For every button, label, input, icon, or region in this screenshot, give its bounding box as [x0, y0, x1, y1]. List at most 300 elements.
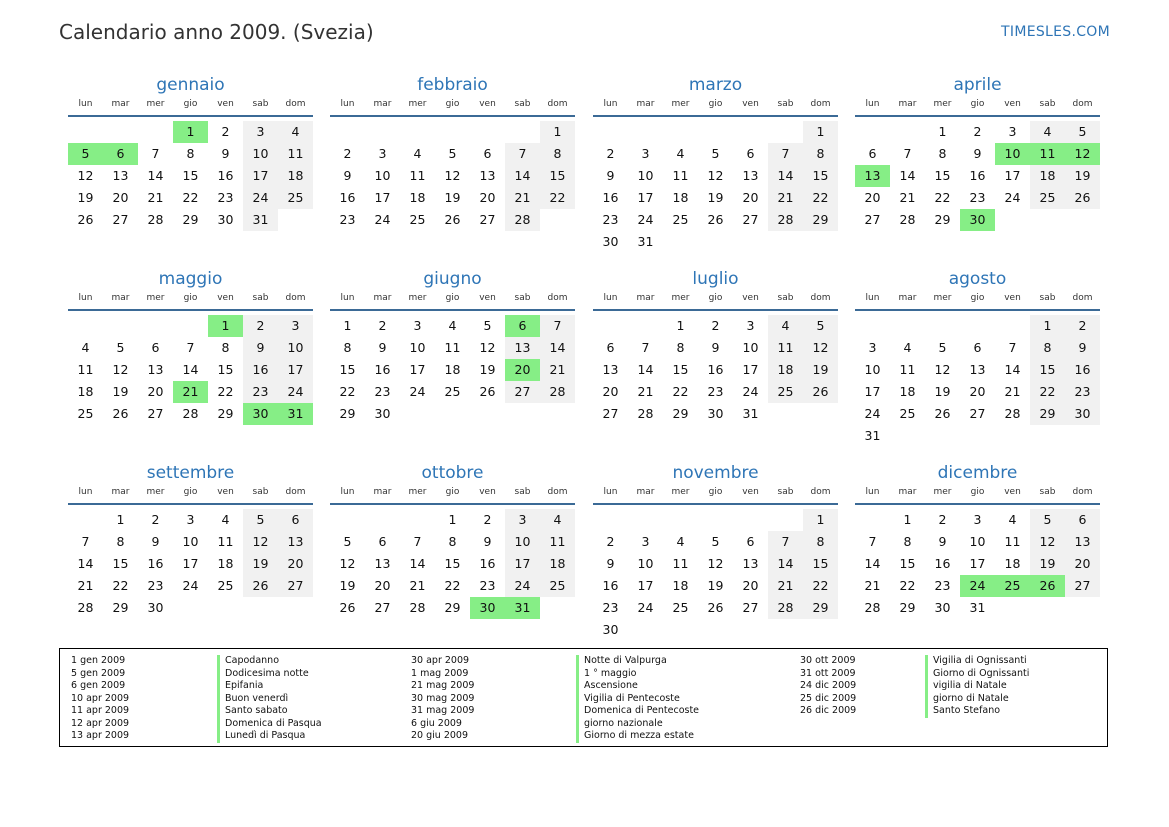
day-cell: 12: [339, 556, 356, 571]
day-cell: 12: [934, 362, 951, 377]
day-cell: 1: [116, 512, 125, 527]
day-cell: 22: [182, 190, 199, 205]
day-cell: 24: [182, 578, 199, 593]
empty-cell: [593, 509, 628, 531]
day-cell: 14: [637, 362, 654, 377]
empty-cell: [330, 121, 365, 143]
header-divider: [330, 115, 575, 117]
day-cell: 2: [243, 315, 278, 337]
day-cell: 22: [934, 190, 951, 205]
month-name: dicembre: [937, 463, 1018, 483]
month-gennaio: [68, 74, 313, 231]
weekday-label: gio: [708, 99, 723, 109]
empty-cell: [768, 509, 803, 531]
day-cell: 16: [374, 362, 391, 377]
day-cell: 11: [77, 362, 94, 377]
day-cell: 15: [899, 556, 916, 571]
day-cell: 29: [934, 212, 951, 227]
holiday-day-cell: 1: [208, 315, 243, 337]
header-divider: [593, 115, 838, 117]
day-cell: 17: [409, 362, 426, 377]
day-cell: 17: [182, 556, 199, 571]
day-cell: 28: [864, 600, 881, 615]
holiday-day-cell: 12: [1065, 143, 1100, 165]
day-cell: 19: [112, 384, 129, 399]
day-cell: 4: [221, 512, 230, 527]
weekday-header: [330, 98, 575, 111]
day-cell: 9: [606, 168, 615, 183]
day-cell: 1: [343, 318, 352, 333]
weekday-label: mar: [373, 487, 392, 497]
day-cell: 10: [505, 531, 540, 553]
day-cell: 18: [672, 578, 689, 593]
day-cell: 4: [903, 340, 912, 355]
day-cell: 14: [409, 556, 426, 571]
day-cell: 19: [77, 190, 94, 205]
weekday-label: dom: [810, 487, 831, 497]
day-cell: 31: [864, 428, 881, 443]
day-cell: 8: [448, 534, 457, 549]
weekday-label: lun: [340, 487, 355, 497]
day-grid: [593, 315, 838, 425]
day-cell: 8: [540, 143, 575, 165]
day-cell: 13: [742, 556, 759, 571]
weekday-label: gio: [970, 99, 985, 109]
day-cell: 22: [899, 578, 916, 593]
legend-date: 5 gen 2009: [71, 667, 126, 679]
page-title: Calendario anno 2009. (Svezia): [59, 20, 374, 44]
weekday-label: ven: [742, 99, 759, 109]
day-cell: 6: [746, 146, 755, 161]
day-cell: 21: [899, 190, 916, 205]
day-cell: 15: [803, 165, 838, 187]
legend-holiday-name: giorno nazionale: [584, 717, 663, 729]
day-cell: 17: [637, 190, 654, 205]
day-cell: 27: [1065, 575, 1100, 597]
day-cell: 20: [374, 578, 391, 593]
day-cell: 11: [217, 534, 234, 549]
day-cell: 23: [479, 578, 496, 593]
day-cell: 23: [969, 190, 986, 205]
day-cell: 1: [1030, 315, 1065, 337]
day-cell: 20: [1065, 553, 1100, 575]
day-cell: 9: [938, 534, 947, 549]
day-cell: 2: [1065, 315, 1100, 337]
day-cell: 28: [540, 381, 575, 403]
day-cell: 7: [81, 534, 90, 549]
weekday-label: mer: [671, 293, 690, 303]
day-cell: 21: [77, 578, 94, 593]
empty-cell: [173, 315, 208, 337]
weekday-label: ven: [479, 487, 496, 497]
day-cell: 3: [243, 121, 278, 143]
day-cell: 20: [742, 578, 759, 593]
day-cell: 1: [903, 512, 912, 527]
day-cell: 17: [637, 578, 654, 593]
weekday-label: mer: [933, 99, 952, 109]
day-cell: 26: [444, 212, 461, 227]
day-cell: 19: [1030, 553, 1065, 575]
weekday-label: ven: [1004, 293, 1021, 303]
day-cell: 25: [768, 381, 803, 403]
header-divider: [330, 503, 575, 505]
weekday-header: [855, 292, 1100, 305]
weekday-label: mar: [898, 487, 917, 497]
day-cell: 15: [217, 362, 234, 377]
day-cell: 18: [217, 556, 234, 571]
day-cell: 26: [339, 600, 356, 615]
empty-cell: [890, 121, 925, 143]
legend-date: 31 ott 2009: [800, 667, 856, 679]
empty-cell: [103, 315, 138, 337]
day-cell: 14: [768, 553, 803, 575]
day-cell: 5: [343, 534, 352, 549]
day-cell: 30: [602, 234, 619, 249]
month-febbraio: [330, 74, 575, 231]
day-cell: 21: [768, 187, 803, 209]
day-cell: 22: [217, 384, 234, 399]
day-cell: 2: [483, 512, 492, 527]
weekday-header: [330, 486, 575, 499]
legend-dates-col-2: [411, 655, 474, 743]
weekday-label: dom: [285, 487, 306, 497]
day-cell: 10: [374, 168, 391, 183]
day-cell: 25: [77, 406, 94, 421]
day-cell: 26: [707, 212, 724, 227]
legend-date: 1 gen 2009: [71, 655, 126, 666]
month-aprile: [855, 74, 1100, 231]
day-cell: 1: [803, 509, 838, 531]
legend-date: 21 mag 2009: [411, 680, 475, 691]
empty-cell: [138, 315, 173, 337]
weekday-label: mar: [636, 99, 655, 109]
day-grid: [68, 121, 313, 231]
weekday-label: ven: [217, 487, 234, 497]
day-cell: 31: [742, 406, 759, 421]
day-cell: 9: [378, 340, 387, 355]
day-cell: 4: [676, 146, 685, 161]
day-cell: 14: [147, 168, 164, 183]
day-cell: 16: [1065, 359, 1100, 381]
day-cell: 16: [217, 168, 234, 183]
day-cell: 21: [505, 187, 540, 209]
day-cell: 6: [278, 509, 313, 531]
day-cell: 20: [147, 384, 164, 399]
weekday-label: mar: [111, 99, 130, 109]
day-cell: 24: [1004, 190, 1021, 205]
day-cell: 7: [903, 146, 912, 161]
weekday-header: [855, 486, 1100, 499]
site-brand-link[interactable]: TIMESLES.COM: [1001, 24, 1110, 40]
day-cell: 18: [409, 190, 426, 205]
day-cell: 10: [969, 534, 986, 549]
legend-date: 20 giu 2009: [411, 730, 468, 741]
day-cell: 18: [672, 190, 689, 205]
day-cell: 28: [637, 406, 654, 421]
day-cell: 2: [221, 124, 230, 139]
day-cell: 4: [278, 121, 313, 143]
day-cell: 10: [742, 340, 759, 355]
day-grid: [330, 315, 575, 425]
legend-names-col-3: [925, 655, 1029, 718]
month-name: febbraio: [417, 75, 488, 95]
header-divider: [593, 503, 838, 505]
day-cell: 31: [637, 234, 654, 249]
day-cell: 12: [707, 556, 724, 571]
legend-date: 12 apr 2009: [71, 717, 130, 729]
legend-holiday-name: Santo Stefano: [933, 705, 1001, 716]
day-cell: 20: [969, 384, 986, 399]
day-cell: 9: [343, 168, 352, 183]
day-cell: 27: [374, 600, 391, 615]
day-cell: 28: [409, 600, 426, 615]
weekday-label: gio: [708, 487, 723, 497]
day-cell: 24: [864, 406, 881, 421]
day-cell: 31: [243, 209, 278, 231]
day-cell: 25: [1030, 187, 1065, 209]
weekday-header: [593, 486, 838, 499]
empty-cell: [995, 315, 1030, 337]
weekday-label: sab: [252, 293, 269, 303]
day-cell: 28: [147, 212, 164, 227]
day-cell: 16: [969, 168, 986, 183]
day-cell: 23: [339, 212, 356, 227]
weekday-label: mar: [898, 293, 917, 303]
day-cell: 20: [112, 190, 129, 205]
weekday-label: sab: [1039, 99, 1056, 109]
weekday-label: sab: [514, 487, 531, 497]
day-cell: 19: [339, 578, 356, 593]
weekday-label: lun: [78, 293, 93, 303]
day-cell: 12: [112, 362, 129, 377]
legend-holiday-name: Santo sabato: [225, 705, 288, 716]
day-cell: 23: [602, 212, 619, 227]
day-cell: 4: [1030, 121, 1065, 143]
day-cell: 16: [934, 556, 951, 571]
day-cell: 13: [969, 362, 986, 377]
weekday-label: gio: [445, 99, 460, 109]
day-cell: 16: [707, 362, 724, 377]
legend-dates-col-3: [800, 655, 856, 718]
day-cell: 13: [602, 362, 619, 377]
legend-holiday-name: Buon venerdì: [225, 692, 289, 704]
day-cell: 19: [803, 359, 838, 381]
empty-cell: [890, 315, 925, 337]
weekday-label: sab: [514, 293, 531, 303]
weekday-label: dom: [547, 99, 568, 109]
day-cell: 15: [112, 556, 129, 571]
day-cell: 30: [374, 406, 391, 421]
month-giugno: [330, 268, 575, 425]
legend-dates-col-1: [71, 655, 129, 743]
day-cell: 5: [1030, 509, 1065, 531]
weekday-label: ven: [1004, 487, 1021, 497]
weekday-label: sab: [1039, 293, 1056, 303]
empty-cell: [733, 121, 768, 143]
day-cell: 16: [339, 190, 356, 205]
holiday-day-cell: 24: [960, 575, 995, 597]
weekday-label: ven: [742, 487, 759, 497]
empty-cell: [855, 121, 890, 143]
month-settembre: [68, 462, 313, 619]
day-cell: 3: [746, 318, 755, 333]
day-cell: 11: [1004, 534, 1021, 549]
empty-cell: [960, 315, 995, 337]
day-cell: 2: [343, 146, 352, 161]
month-name: gennaio: [156, 75, 225, 95]
day-cell: 11: [672, 168, 689, 183]
day-cell: 1: [540, 121, 575, 143]
day-grid: [855, 315, 1100, 447]
weekday-header: [68, 292, 313, 305]
legend-holiday-name: Capodanno: [225, 655, 280, 666]
day-cell: 9: [221, 146, 230, 161]
weekday-label: gio: [970, 293, 985, 303]
day-cell: 18: [1030, 165, 1065, 187]
empty-cell: [628, 121, 663, 143]
day-cell: 11: [899, 362, 916, 377]
day-cell: 7: [1008, 340, 1017, 355]
legend-date: 31 mag 2009: [411, 705, 475, 716]
weekday-header: [593, 98, 838, 111]
weekday-header: [68, 98, 313, 111]
day-cell: 2: [378, 318, 387, 333]
day-cell: 1: [448, 512, 457, 527]
weekday-header: [68, 486, 313, 499]
day-cell: 30: [217, 212, 234, 227]
empty-cell: [68, 121, 103, 143]
day-cell: 3: [505, 509, 540, 531]
day-cell: 14: [768, 165, 803, 187]
day-cell: 30: [934, 600, 951, 615]
header-divider: [68, 503, 313, 505]
day-cell: 25: [672, 600, 689, 615]
holiday-day-cell: 1: [173, 121, 208, 143]
empty-cell: [733, 509, 768, 531]
day-cell: 10: [637, 556, 654, 571]
day-cell: 28: [768, 597, 803, 619]
day-cell: 22: [803, 575, 838, 597]
day-cell: 7: [540, 315, 575, 337]
day-cell: 15: [803, 553, 838, 575]
day-cell: 29: [1030, 403, 1065, 425]
month-ottobre: [330, 462, 575, 619]
day-cell: 19: [1065, 165, 1100, 187]
day-cell: 19: [243, 553, 278, 575]
day-cell: 18: [768, 359, 803, 381]
empty-cell: [435, 121, 470, 143]
empty-cell: [68, 509, 103, 531]
empty-cell: [925, 315, 960, 337]
day-cell: 18: [899, 384, 916, 399]
weekday-label: dom: [810, 99, 831, 109]
day-cell: 17: [505, 553, 540, 575]
day-cell: 11: [278, 143, 313, 165]
empty-cell: [400, 509, 435, 531]
day-cell: 28: [505, 209, 540, 231]
legend-date: 24 dic 2009: [800, 680, 857, 691]
weekday-label: mer: [933, 293, 952, 303]
day-cell: 21: [637, 384, 654, 399]
day-cell: 25: [672, 212, 689, 227]
day-cell: 30: [1065, 403, 1100, 425]
day-cell: 16: [602, 578, 619, 593]
weekday-label: mer: [146, 293, 165, 303]
day-cell: 28: [1004, 406, 1021, 421]
day-cell: 23: [217, 190, 234, 205]
day-cell: 28: [899, 212, 916, 227]
empty-cell: [855, 315, 890, 337]
day-cell: 26: [707, 600, 724, 615]
day-cell: 22: [1030, 381, 1065, 403]
day-cell: 10: [637, 168, 654, 183]
day-cell: 26: [77, 212, 94, 227]
day-cell: 14: [1004, 362, 1021, 377]
day-cell: 22: [672, 384, 689, 399]
weekday-label: lun: [865, 99, 880, 109]
day-cell: 6: [973, 340, 982, 355]
weekday-label: gio: [183, 487, 198, 497]
holiday-day-cell: 10: [995, 143, 1030, 165]
day-cell: 16: [479, 556, 496, 571]
day-cell: 8: [676, 340, 685, 355]
day-cell: 2: [938, 512, 947, 527]
day-grid: [855, 121, 1100, 231]
day-cell: 21: [409, 578, 426, 593]
day-cell: 28: [768, 209, 803, 231]
day-cell: 15: [934, 168, 951, 183]
day-grid: [330, 509, 575, 619]
holiday-day-cell: 20: [505, 359, 540, 381]
day-cell: 19: [444, 190, 461, 205]
weekday-label: gio: [445, 293, 460, 303]
day-cell: 24: [637, 600, 654, 615]
weekday-label: mar: [636, 487, 655, 497]
day-cell: 24: [243, 187, 278, 209]
header-divider: [855, 115, 1100, 117]
legend-holiday-name: Dodicesima notte: [225, 667, 309, 679]
month-marzo: [593, 74, 838, 253]
day-cell: 20: [864, 190, 881, 205]
day-cell: 16: [602, 190, 619, 205]
empty-cell: [593, 315, 628, 337]
empty-cell: [855, 509, 890, 531]
day-cell: 8: [903, 534, 912, 549]
day-cell: 18: [540, 553, 575, 575]
day-cell: 18: [278, 165, 313, 187]
day-cell: 9: [606, 556, 615, 571]
day-cell: 24: [742, 384, 759, 399]
day-cell: 7: [641, 340, 650, 355]
day-cell: 9: [1065, 337, 1100, 359]
day-cell: 11: [672, 556, 689, 571]
day-cell: 11: [444, 340, 461, 355]
weekday-label: mer: [671, 487, 690, 497]
day-cell: 26: [934, 406, 951, 421]
weekday-label: ven: [479, 293, 496, 303]
weekday-header: [593, 292, 838, 305]
day-cell: 3: [641, 146, 650, 161]
weekday-label: mer: [408, 99, 427, 109]
legend-date: 30 ott 2009: [800, 655, 856, 666]
weekday-label: lun: [603, 487, 618, 497]
day-cell: 9: [973, 146, 982, 161]
legend-holiday-name: Domenica di Pasqua: [225, 717, 322, 729]
holiday-day-cell: 11: [1030, 143, 1065, 165]
day-cell: 12: [1030, 531, 1065, 553]
weekday-label: lun: [865, 293, 880, 303]
holiday-day-cell: 6: [505, 315, 540, 337]
